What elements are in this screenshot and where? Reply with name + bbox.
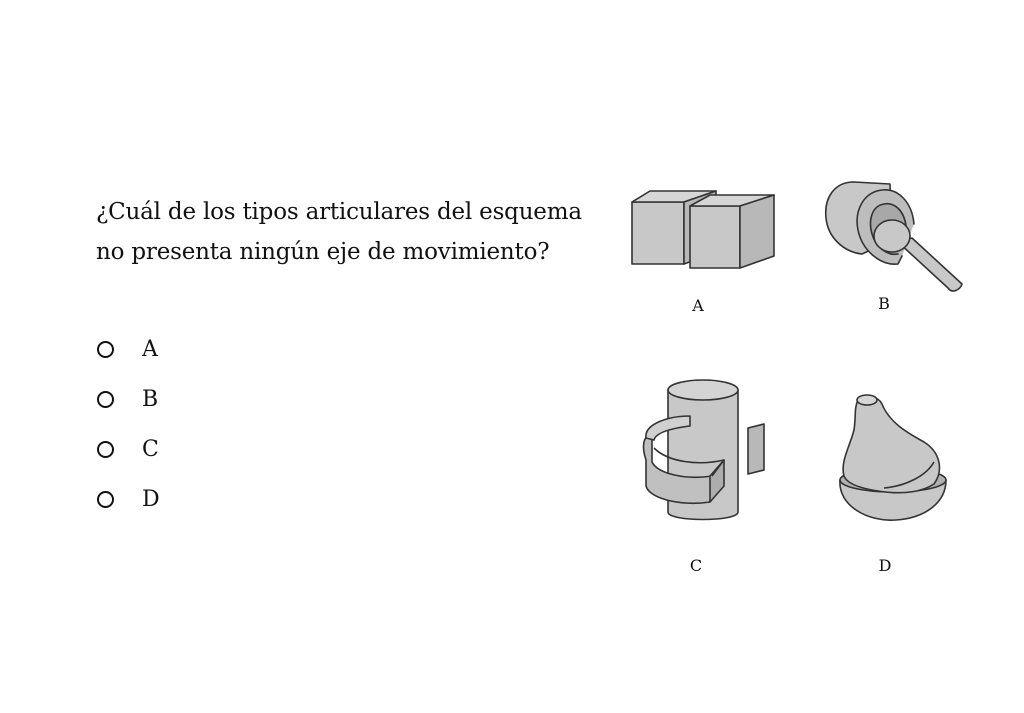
- figure-c-trochoid-joint: [628, 376, 772, 575]
- radio-button-d[interactable]: [97, 491, 114, 508]
- figure-b-caption: B: [878, 294, 890, 313]
- option-d[interactable]: [96, 484, 160, 514]
- option-label-a: A: [142, 336, 158, 362]
- figure-a-drawing: [626, 186, 778, 272]
- radio-button-a[interactable]: [97, 341, 114, 358]
- question-line-1: ¿Cuál de los tipos articulares del esquema: [96, 199, 582, 225]
- figure-b-drawing: [820, 176, 968, 300]
- option-label-b: B: [142, 386, 159, 412]
- figure-d-drawing: [834, 390, 952, 522]
- figure-d-condylar-joint: [834, 390, 952, 575]
- question-text: [96, 192, 582, 272]
- radio-button-c[interactable]: [97, 441, 114, 458]
- figure-c-caption: C: [689, 556, 703, 575]
- option-label-d: D: [142, 486, 160, 512]
- figure-d-caption: D: [878, 556, 892, 575]
- figure-a-plane-joint: [626, 186, 778, 315]
- option-b[interactable]: [96, 384, 160, 414]
- figure-b-pivot-joint: [820, 176, 968, 313]
- option-c[interactable]: [96, 434, 160, 464]
- question-line-2: no presenta ningún eje de movimiento?: [96, 239, 550, 265]
- figure-c-drawing: [628, 376, 772, 528]
- option-a[interactable]: [96, 334, 160, 364]
- radio-button-b[interactable]: [97, 391, 114, 408]
- answer-options: [96, 334, 160, 534]
- option-label-c: C: [142, 436, 159, 462]
- figure-a-caption: A: [692, 296, 704, 315]
